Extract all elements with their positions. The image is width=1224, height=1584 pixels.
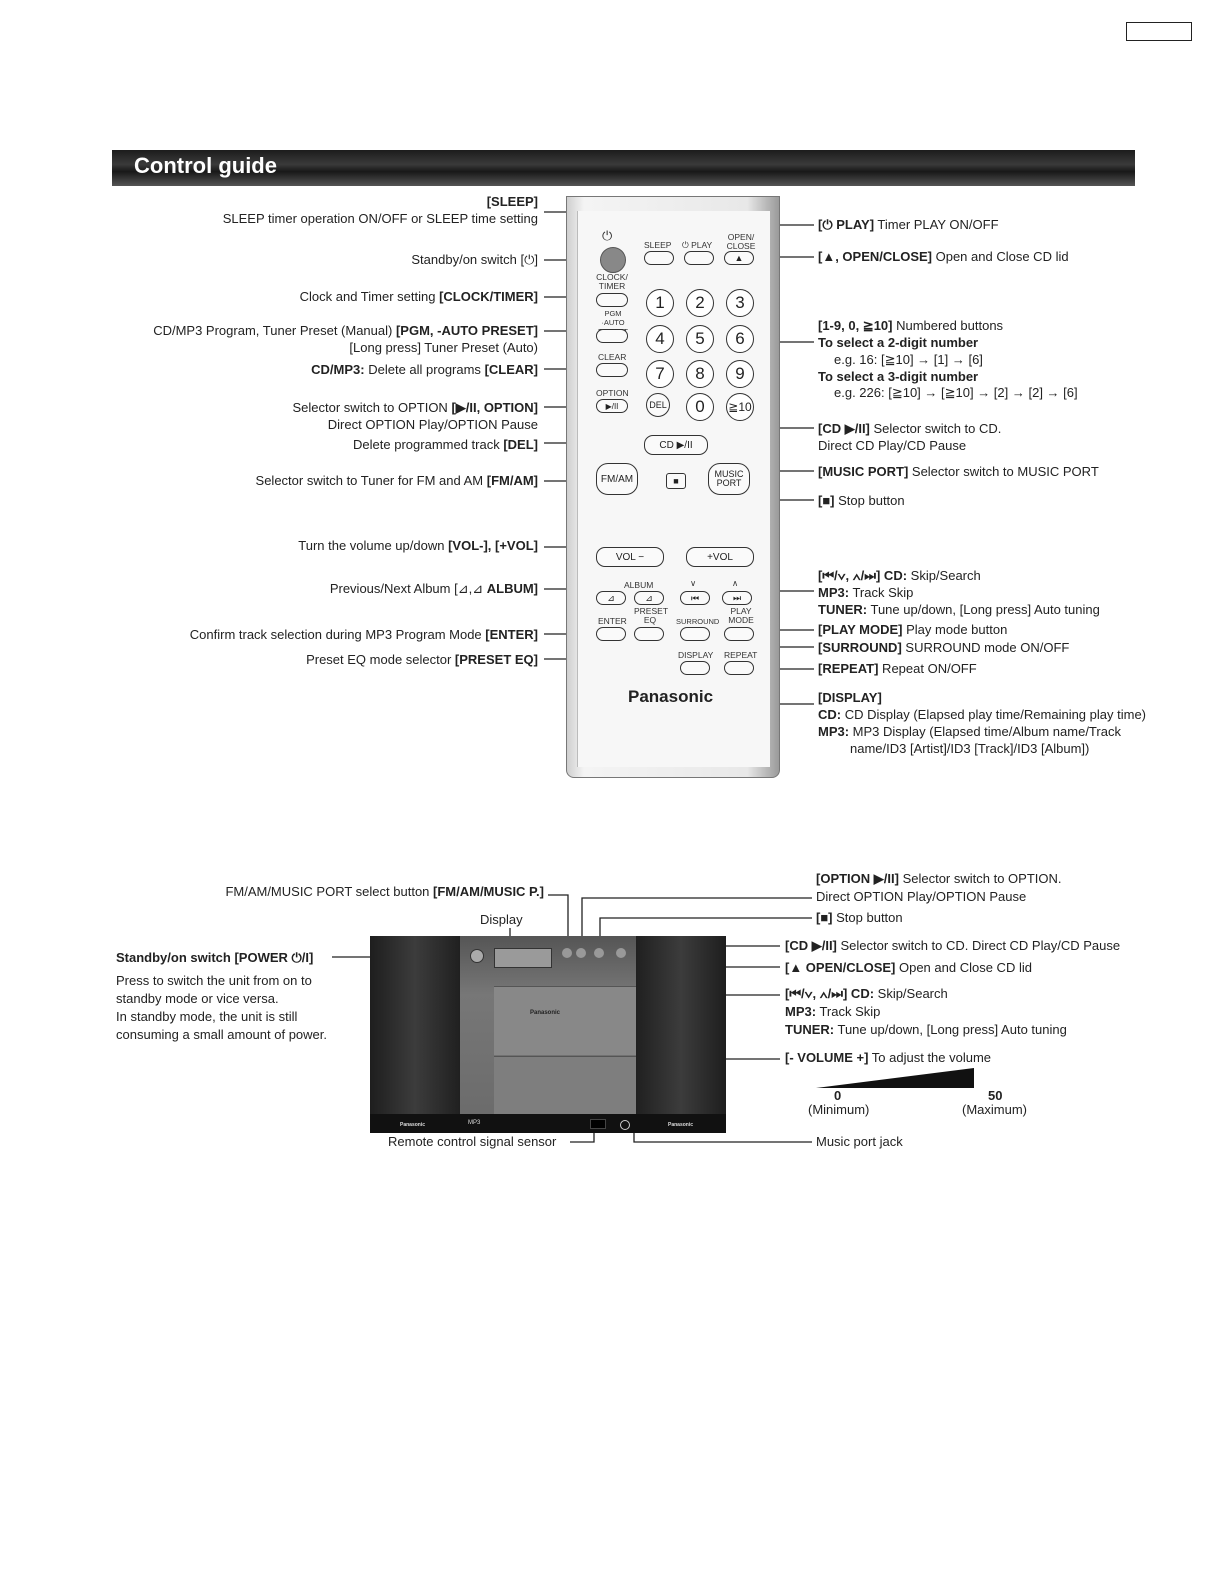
- num-4-button[interactable]: 4: [646, 325, 674, 353]
- lower-panel: [494, 1056, 636, 1115]
- num-10plus-button[interactable]: ≧10: [726, 393, 754, 421]
- cd-lid: [494, 986, 636, 1055]
- unit-power-button[interactable]: [470, 949, 484, 963]
- label-unit-power-desc: Press to switch the unit from on to standby mode or vice versa. In standby mode, the unit is still consuming a small amount of power.: [116, 973, 327, 1042]
- pgm-button[interactable]: [596, 329, 628, 343]
- label-open-close: [▲, OPEN/CLOSE] Open and Close CD lid: [818, 249, 1069, 264]
- label-option-desc: Direct OPTION Play/OPTION Pause: [327, 417, 538, 432]
- label-display: [DISPLAY]: [818, 690, 882, 705]
- mp3-logo: MP3: [468, 1120, 481, 1126]
- unit-stop-button[interactable]: [594, 948, 604, 958]
- eject-button[interactable]: ▲: [724, 251, 754, 265]
- num-9-button[interactable]: 9: [726, 360, 754, 388]
- label-repeat: [REPEAT] Repeat ON/OFF: [818, 661, 977, 676]
- label-vol-maximum: (Maximum): [962, 1102, 1027, 1117]
- label-pgm-long: [Long press] Tuner Preset (Auto): [349, 340, 538, 355]
- clock-timer-caption: CLOCK/ TIMER: [596, 272, 628, 291]
- label-unit-mp3: MP3: Track Skip: [785, 1004, 881, 1019]
- skip-down-icon: ∨: [690, 578, 697, 588]
- left-speaker: [370, 936, 460, 1114]
- label-unit-cd: [CD ▶/II] Selector switch to CD. Direct CD Play/CD Pause: [785, 938, 1121, 953]
- unit-display: [494, 948, 552, 968]
- unit-brand-center: Panasonic: [530, 1010, 561, 1016]
- label-music-port: [MUSIC PORT] Selector switch to MUSIC PORT: [818, 464, 1099, 479]
- power-icon: ⏻: [602, 228, 613, 243]
- label-unit-stop: [■] Stop button: [816, 910, 903, 925]
- sleep-button[interactable]: [644, 251, 674, 265]
- label-vol-min: 0: [834, 1088, 842, 1103]
- label-enter: Confirm track selection during MP3 Program Mode [ENTER]: [189, 627, 538, 642]
- sleep-caption: SLEEP: [644, 240, 672, 250]
- music-port-jack[interactable]: [620, 1120, 630, 1130]
- surround-button[interactable]: [680, 627, 710, 641]
- label-sleep-desc: SLEEP timer operation ON/OFF or SLEEP time setting: [222, 211, 538, 226]
- label-unit-tuner: TUNER: Tune up/down, [Long press] Auto tuning: [785, 1022, 1067, 1037]
- label-clock: Clock and Timer setting [CLOCK/TIMER]: [299, 289, 538, 304]
- remote-sensor: [590, 1119, 606, 1129]
- pgm-caption: PGM ·AUTO: [601, 309, 625, 327]
- label-sleep: [SLEEP]: [486, 194, 538, 209]
- label-display-cd: CD: CD Display (Elapsed play time/Remaining play time): [818, 707, 1146, 722]
- num-8-button[interactable]: 8: [686, 360, 714, 388]
- prev-track-button[interactable]: ⏮: [680, 591, 710, 605]
- remote-face: [577, 211, 770, 767]
- num-0-button[interactable]: 0: [686, 393, 714, 421]
- label-unit-fmam: FM/AM/MUSIC PORT select button [FM/AM/MUSIC P.]: [225, 884, 544, 899]
- surround-caption: SURROUND: [676, 617, 720, 626]
- label-unit-open: [▲ OPEN/CLOSE] Open and Close CD lid: [785, 960, 1032, 975]
- vol-up-button[interactable]: +VOL: [686, 547, 754, 567]
- timer-play-caption: ⏻ PLAY: [682, 240, 713, 250]
- repeat-button[interactable]: [724, 661, 754, 675]
- label-skip: [⏮/∨, ∧/⏭] CD: Skip/Search: [818, 568, 981, 583]
- label-skip-mp3: MP3: Track Skip: [818, 585, 914, 600]
- enter-button[interactable]: [596, 627, 626, 641]
- right-speaker: [636, 936, 726, 1114]
- label-stop: [■] Stop button: [818, 493, 905, 508]
- clear-caption: CLEAR: [598, 352, 627, 362]
- option-button[interactable]: ▶/II: [596, 399, 628, 413]
- vol-down-button[interactable]: VOL −: [596, 547, 664, 567]
- skip-up-icon: ∧: [732, 578, 739, 588]
- label-cd: [CD ▶/II] Selector switch to CD.: [818, 421, 1002, 436]
- album-prev-button[interactable]: ⊿: [596, 591, 626, 605]
- play-mode-caption: PLAY MODE: [728, 606, 754, 625]
- label-3digit: To select a 3-digit number: [818, 369, 979, 384]
- remote-control: [566, 196, 780, 778]
- stop-button[interactable]: ■: [666, 473, 686, 489]
- label-unit-sensor: Remote control signal sensor: [388, 1134, 557, 1149]
- del-button[interactable]: DEL: [646, 393, 670, 417]
- label-fmam: Selector switch to Tuner for FM and AM [FM/AM]: [255, 473, 538, 488]
- label-pgm: CD/MP3 Program, Tuner Preset (Manual) [PGM, -AUTO PRESET]: [153, 323, 538, 338]
- power-button[interactable]: [600, 247, 626, 273]
- main-unit: [370, 936, 726, 1133]
- label-unit-option-desc: Direct OPTION Play/OPTION Pause: [816, 889, 1027, 904]
- label-unit-power: Standby/on switch [POWER ⏻/I]: [116, 950, 314, 965]
- num-5-button[interactable]: 5: [686, 325, 714, 353]
- label-vol-minimum: (Minimum): [808, 1102, 870, 1117]
- music-port-button[interactable]: MUSIC PORT: [708, 463, 750, 495]
- volume-ramp: [816, 1068, 974, 1088]
- label-preset-eq: Preset EQ mode selector [PRESET EQ]: [306, 652, 538, 667]
- next-track-button[interactable]: ⏭: [722, 591, 752, 605]
- clock-timer-button[interactable]: [596, 293, 628, 307]
- unit-option-button[interactable]: [576, 948, 586, 958]
- label-unit-skip: [⏮/∨, ∧/⏭] CD: Skip/Search: [785, 986, 948, 1001]
- repeat-caption: REPEAT: [724, 650, 758, 660]
- unit-cd-button[interactable]: [616, 948, 626, 958]
- label-3digit-eg: e.g. 226: [≧10] → [≧10] → [2] → [2] → [6]: [834, 385, 1078, 400]
- num-2-button[interactable]: 2: [686, 289, 714, 317]
- fmam-button[interactable]: FM/AM: [596, 463, 638, 495]
- label-del: Delete programmed track [DEL]: [353, 437, 538, 452]
- unit-brand-left: Panasonic: [400, 1122, 426, 1128]
- preset-eq-button[interactable]: [634, 627, 664, 641]
- label-unit-volume: [- VOLUME +] To adjust the volume: [785, 1050, 992, 1065]
- label-unit-option: [OPTION ▶/II] Selector switch to OPTION.: [816, 871, 1062, 886]
- label-surround: [SURROUND] SURROUND mode ON/OFF: [818, 640, 1070, 655]
- num-6-button[interactable]: 6: [726, 325, 754, 353]
- section-title: Control guide: [134, 153, 277, 178]
- unit-brand-right: Panasonic: [668, 1122, 694, 1128]
- unit-fmam-button[interactable]: [562, 948, 572, 958]
- num-7-button[interactable]: 7: [646, 360, 674, 388]
- label-option: Selector switch to OPTION [▶/II, OPTION]: [292, 400, 538, 415]
- option-caption: OPTION: [596, 388, 629, 398]
- remote-brand-logo: Panasonic: [628, 687, 714, 706]
- label-2digit: To select a 2-digit number: [818, 335, 979, 350]
- label-vol-max: 50: [988, 1088, 1003, 1103]
- num-3-button[interactable]: 3: [726, 289, 754, 317]
- display-button[interactable]: [680, 661, 710, 675]
- clear-button[interactable]: [596, 363, 628, 377]
- display-caption: DISPLAY: [678, 650, 714, 660]
- cd-play-pause-button[interactable]: CD ▶/II: [644, 435, 708, 455]
- label-vol: Turn the volume up/down [VOL-], [+VOL]: [298, 538, 538, 553]
- label-timer-play: [⏻ PLAY] Timer PLAY ON/OFF: [818, 217, 999, 232]
- label-cd-desc: Direct CD Play/CD Pause: [818, 438, 967, 453]
- label-standby: Standby/on switch [⏻]: [411, 252, 538, 267]
- label-skip-tuner: TUNER: Tune up/down, [Long press] Auto tuning: [818, 602, 1100, 617]
- play-mode-button[interactable]: [724, 627, 754, 641]
- num-1-button[interactable]: 1: [646, 289, 674, 317]
- album-next-button[interactable]: ⊿: [634, 591, 664, 605]
- timer-play-button[interactable]: [684, 251, 714, 265]
- preset-eq-caption: PRESET EQ: [634, 606, 669, 625]
- label-display-mp3: MP3: MP3 Display (Elapsed time/Album name/Track: [818, 724, 1121, 739]
- open-close-caption: OPEN/ CLOSE: [726, 232, 756, 251]
- label-unit-music-jack: Music port jack: [816, 1134, 903, 1149]
- label-display-mp3-2: name/ID3 [Artist]/ID3 [Track]/ID3 [Album]): [850, 741, 1090, 756]
- label-unit-display: Display: [480, 912, 523, 927]
- label-album: Previous/Next Album [⊿,⊿ ALBUM]: [329, 581, 538, 596]
- label-2digit-eg: e.g. 16: [≧10] → [1] → [6]: [834, 352, 983, 367]
- label-play-mode: [PLAY MODE] Play mode button: [818, 622, 1008, 637]
- enter-caption: ENTER: [598, 616, 627, 626]
- label-numbers: [1-9, 0, ≧10] Numbered buttons: [818, 318, 1004, 333]
- album-caption: ALBUM: [624, 580, 654, 590]
- label-clear: CD/MP3: Delete all programs [CLEAR]: [311, 362, 538, 377]
